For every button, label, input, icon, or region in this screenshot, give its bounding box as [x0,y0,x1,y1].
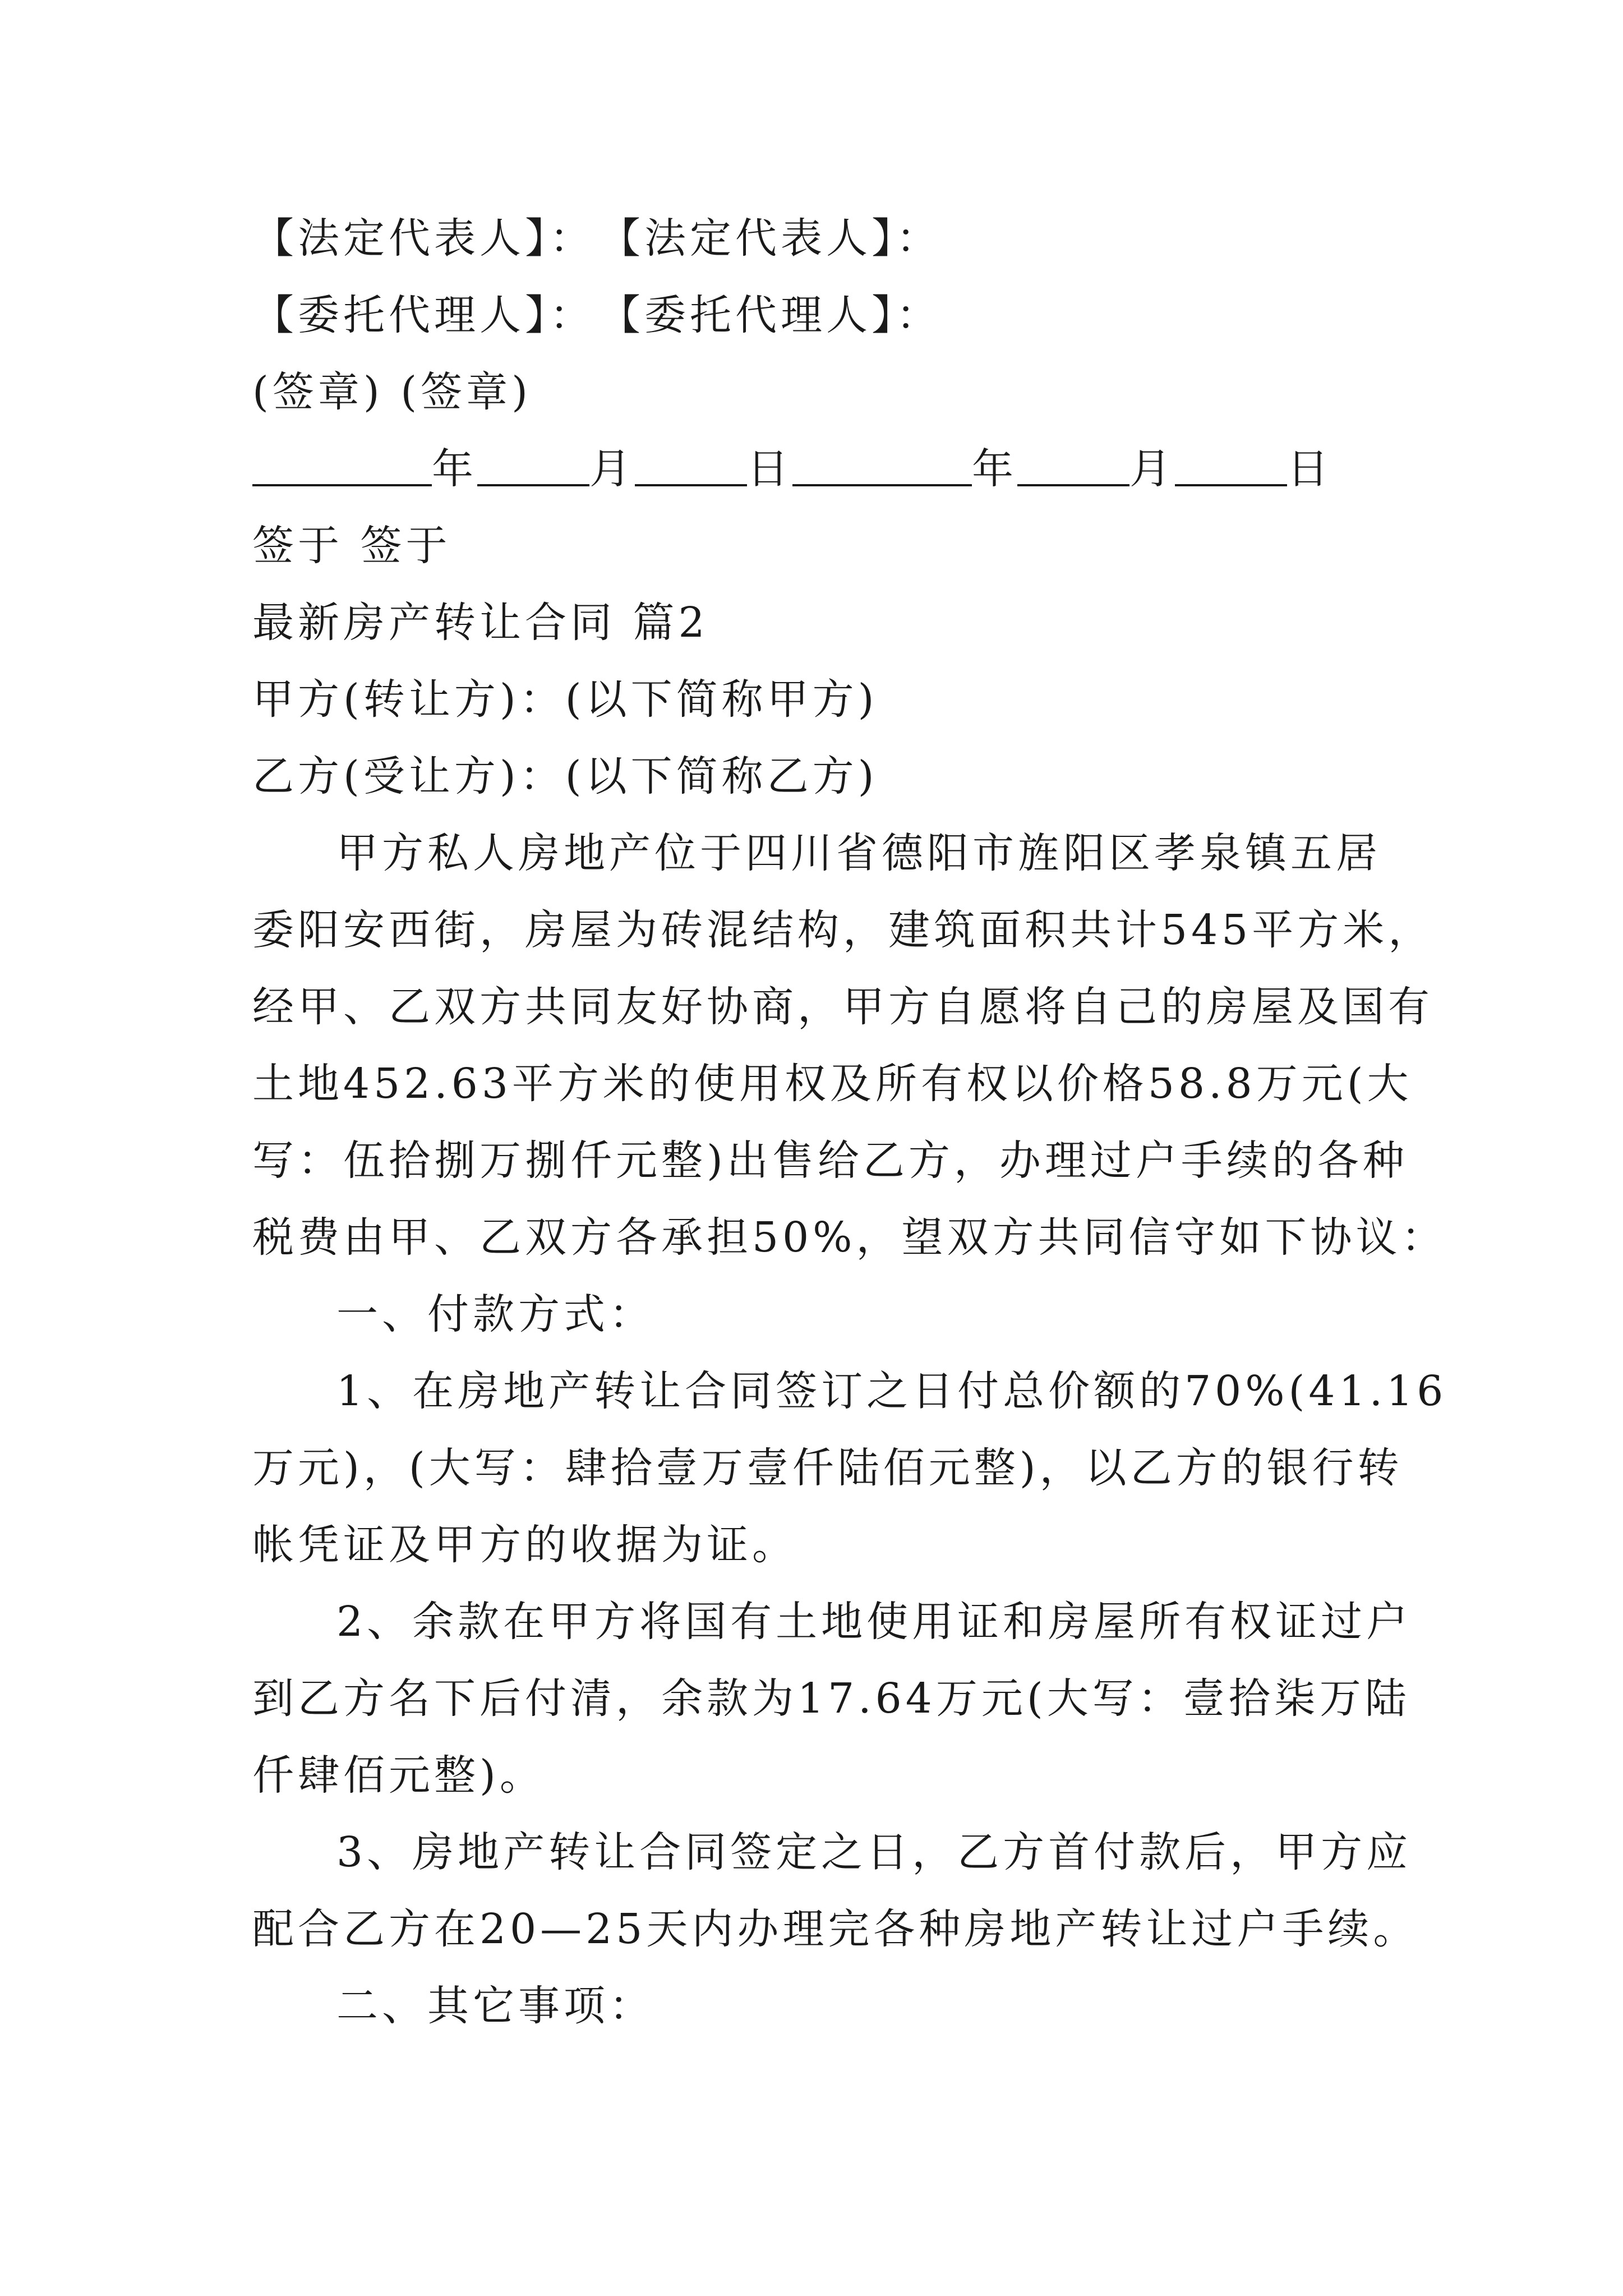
month-label: 月 [589,445,635,493]
intro-line-6: 税费由甲、乙双方各承担50%，望双方共同信守如下协议： [252,1213,1447,1262]
party-b-line: 乙方(受让方)：(以下简称乙方) [252,752,878,800]
year-label-2: 年 [972,445,1017,493]
day-label: 日 [747,445,792,493]
item-2-line-3: 仟肆佰元整)。 [252,1751,545,1800]
intro-line-1: 甲方私人房地产位于四川省德阳市旌阳区孝泉镇五居 [336,829,1381,877]
section-2-heading: 二、其它事项： [336,1982,654,2030]
item-2-line-1: 2、余款在甲方将国有土地使用证和房屋所有权证过户 [336,1598,1412,1646]
signed-at-line: 签于 签于 [252,522,451,570]
intro-line-5: 写：伍拾捌万捌仟元整)出售给乙方，办理过户手续的各种 [252,1137,1408,1185]
date-line [252,438,1374,500]
authorized-agent-line: 【委托代理人】： 【委托代理人】： [252,291,942,339]
year-label: 年 [432,445,477,493]
item-3-line-2: 配合乙方在20—25天内办理完各种房地产转让过户手续。 [252,1905,1419,1953]
item-1-line-3: 帐凭证及甲方的收据为证。 [252,1521,797,1569]
intro-line-2: 委阳安西街，房屋为砖混结构，建筑面积共计545平方米， [252,906,1434,954]
day-blank [635,445,747,486]
item-3-line-1: 3、房地产转让合同签定之日，乙方首付款后，甲方应 [336,1828,1412,1876]
item-2-line-2: 到乙方名下后付清，余款为17.64万元(大写：壹拾柒万陆 [252,1674,1410,1723]
item-1-line-2: 万元)，(大写：肆拾壹万壹仟陆佰元整)，以乙方的银行转 [252,1444,1403,1492]
year-blank-2 [792,445,972,486]
intro-line-4: 土地452.63平方米的使用权及所有权以价格58.8万元(大 [252,1060,1413,1108]
party-a-line: 甲方(转让方)：(以下简称甲方) [252,675,878,724]
day-label-2: 日 [1287,445,1332,493]
section-1-heading: 一、付款方式： [336,1290,654,1338]
day-blank-2 [1175,445,1287,486]
item-1-line-1: 1、在房地产转让合同签订之日付总价额的70%(41.16 [336,1367,1447,1415]
year-blank [252,445,432,486]
legal-representative-line: 【法定代表人】： 【法定代表人】： [252,214,942,263]
seal-line: (签章) (签章) [252,368,532,416]
intro-line-3: 经甲、乙双方共同友好协商，甲方自愿将自己的房屋及国有 [252,983,1433,1031]
document-title: 最新房产转让合同 篇2 [252,599,709,647]
month-label-2: 月 [1129,445,1175,493]
month-blank [477,445,589,486]
month-blank-2 [1017,445,1129,486]
